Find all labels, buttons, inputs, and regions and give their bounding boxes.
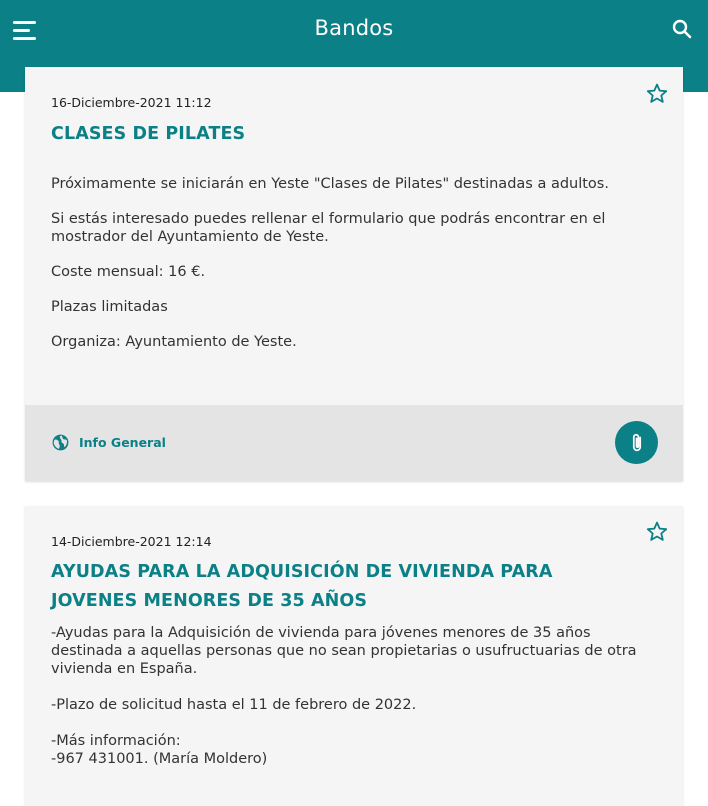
post-body <box>51 175 659 368</box>
post-title[interactable]: CLASES DE PILATES <box>51 124 246 144</box>
star-outline-icon[interactable] <box>645 82 669 106</box>
post-date: 14-Diciembre-2021 12:14 <box>51 534 212 549</box>
post-paragraph: -Plazo de solicitud hasta el 11 de febrero de 2022. <box>51 697 417 713</box>
post-paragraph: Organiza: Ayuntamiento de Yeste. <box>51 334 297 350</box>
post-paragraph: -Más información: -967 431001. (María Moldero) <box>51 733 268 767</box>
post-paragraph: Próximamente se iniciarán en Yeste "Clases de Pilates" destinadas a adultos. <box>51 176 609 192</box>
globe-icon <box>51 433 70 452</box>
category-tag[interactable] <box>51 433 166 452</box>
post-date: 16-Diciembre-2021 11:12 <box>51 95 212 110</box>
search-icon[interactable] <box>670 17 694 41</box>
post-body <box>51 624 659 786</box>
card-footer <box>25 405 683 481</box>
post-card[interactable] <box>25 67 683 481</box>
page-title: Bandos <box>314 16 394 40</box>
category-label: Info General <box>79 435 166 450</box>
paperclip-icon[interactable] <box>615 421 658 464</box>
post-paragraph: Si estás interesado puedes rellenar el formulario que podrás encontrar en el mostrador del Ayuntamiento de Yeste. <box>51 211 606 245</box>
post-paragraph: -Ayudas para la Adquisición de vivienda para jóvenes menores de 35 años destinada a aquellas personas que no sean propietarias o usufructuarias de otra vivienda en España. <box>51 625 637 677</box>
post-card[interactable] <box>25 506 683 806</box>
post-paragraph: Plazas limitadas <box>51 299 168 315</box>
post-title[interactable]: AYUDAS PARA LA ADQUISICIÓN DE VIVIENDA PARA JOVENES MENORES DE 35 AÑOS <box>51 562 553 611</box>
post-paragraph: Coste mensual: 16 €. <box>51 264 206 280</box>
star-outline-icon[interactable] <box>645 520 669 544</box>
